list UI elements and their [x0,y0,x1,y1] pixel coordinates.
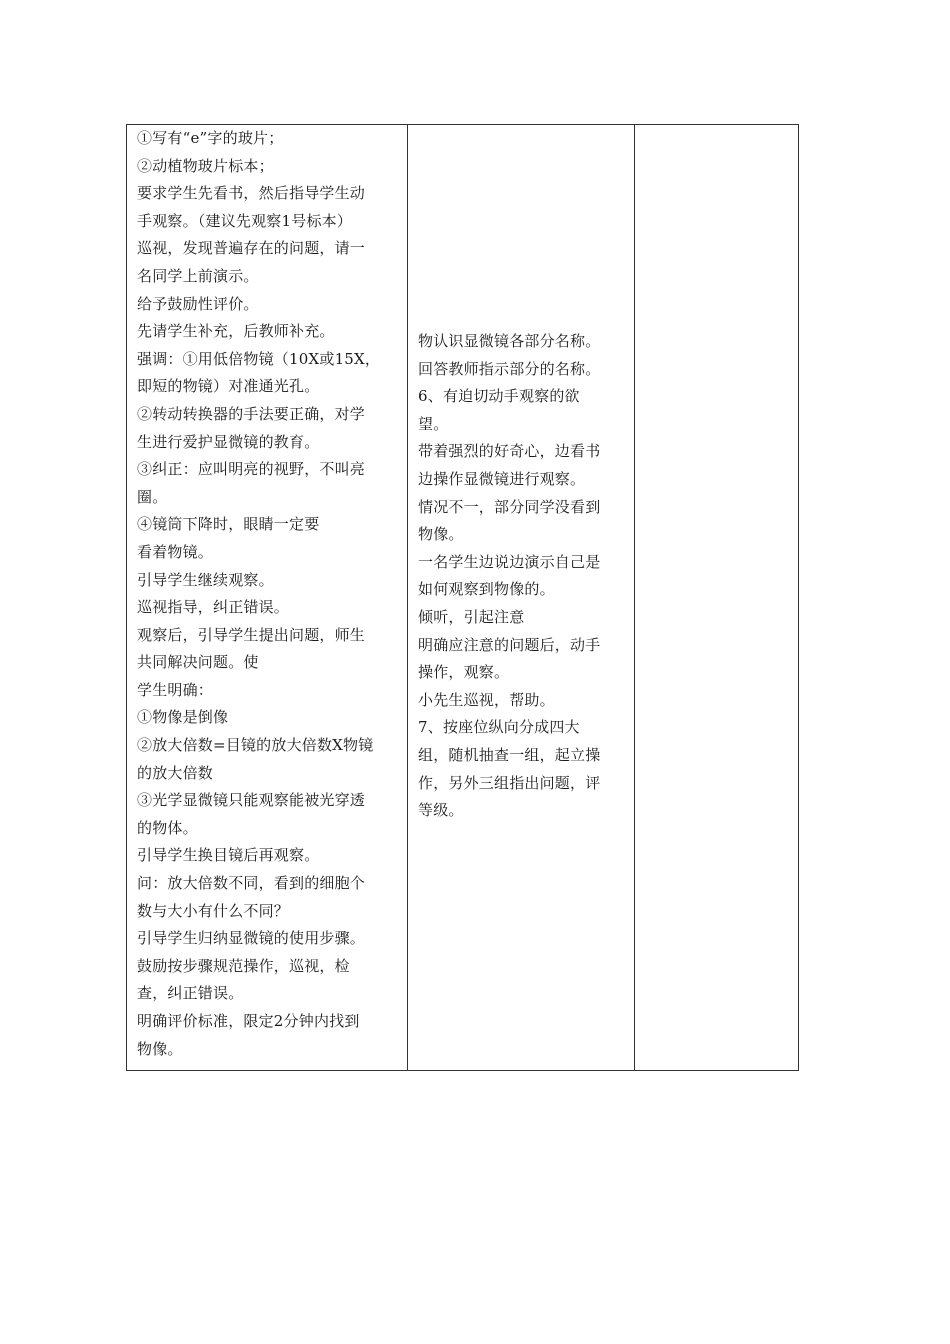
text-line: 引导学生归纳显微镜的使用步骤。 [137,929,366,948]
text-line: 圈。 [137,487,168,506]
text-line: 回答教师指示部分的名称。 [418,359,601,378]
text-line: 如何观察到物像的。 [418,580,555,599]
text-line: ④镜筒下降时，眼睛一定要 [137,515,320,534]
text-line: 查，纠正错误。 [137,984,244,1003]
text-line: 物像。 [137,1039,183,1058]
teacher-activity-cell [127,125,408,1071]
student-activity-cell [408,125,635,1071]
text-line: 小先生巡视，帮助。 [418,690,555,709]
design-intent-cell [635,125,799,1071]
text-line: 一名学生边说边演示自己是 [418,552,601,571]
text-line: 望。 [418,414,449,433]
text-line: 观察后，引导学生提出问题，师生 [137,625,366,644]
text-line: 问：放大倍数不同，看到的细胞个 [137,874,366,893]
text-line: 7、按座位纵向分成四大 [418,718,580,737]
text-line: ①物像是倒像 [137,708,229,727]
text-line: 边操作显微镜进行观察。 [418,469,586,488]
text-line: 学生明确： [137,680,214,699]
text-line: 即短的物镜）对准通光孔。 [137,377,320,396]
text-line: 物像。 [418,525,464,544]
text-line: 要求学生先看书，然后指导学生动 [137,184,366,203]
text-line: 操作，观察。 [418,663,510,682]
text-line: 手观察。（建议先观察1号标本） [137,211,353,230]
text-line: 引导学生换目镜后再观察。 [137,846,320,865]
text-line: 的物体。 [137,818,198,837]
text-line: 情况不一，部分同学没看到 [418,497,601,516]
text-line: 看着物镜。 [137,542,214,561]
text-line: ②转动转换器的手法要正确，对学 [137,404,366,423]
text-line: 强调：①用低倍物镜（10X或15X， [137,349,381,368]
text-line: 带着强烈的好奇心，边看书 [418,442,601,461]
text-line: ③光学显微镜只能观察能被光穿透 [137,791,366,810]
text-line: 引导学生继续观察。 [137,570,274,589]
text-line: ③纠正：应叫明亮的视野，不叫亮 [137,460,366,479]
text-line: 鼓励按步骤规范操作，巡视，检 [137,956,350,975]
table-row [127,125,799,1071]
text-line: 数与大小有什么不同？ [137,901,290,920]
text-line: 生进行爱护显微镜的教育。 [137,432,320,451]
text-line: ②动植物玻片标本； [137,156,274,175]
text-line: 先请学生补充，后教师补充。 [137,322,335,341]
text-line: 作，另外三组指出问题，评 [418,773,601,792]
text-line: 明确应注意的问题后，动手 [418,635,601,654]
text-line: 明确评价标准，限定2分钟内找到 [137,1012,360,1030]
text-line: 物认识显微镜各部分名称。 [418,332,601,350]
student-activity-lines [408,125,634,825]
text-line: ②放大倍数=目镜的放大倍数X物镜 [137,736,374,755]
text-line: ①写有“e”字的玻片； [137,129,284,147]
lesson-plan-table [126,124,799,1071]
text-line: 6、有迫切动手观察的欲 [418,387,580,406]
text-line: 名同学上前演示。 [137,266,259,285]
text-line: 共同解决问题。使 [137,653,259,672]
teacher-activity-lines [127,125,407,1063]
text-line: 巡视，发现普遍存在的问题，请一 [137,239,366,258]
text-line: 组，随机抽查一组，起立操 [418,745,601,764]
text-line: 等级。 [418,801,464,820]
text-line: 巡视指导，纠正错误。 [137,598,290,617]
text-line: 的放大倍数 [137,763,214,782]
text-line: 给予鼓励性评价。 [137,294,259,313]
text-line: 倾听，引起注意 [418,607,525,626]
